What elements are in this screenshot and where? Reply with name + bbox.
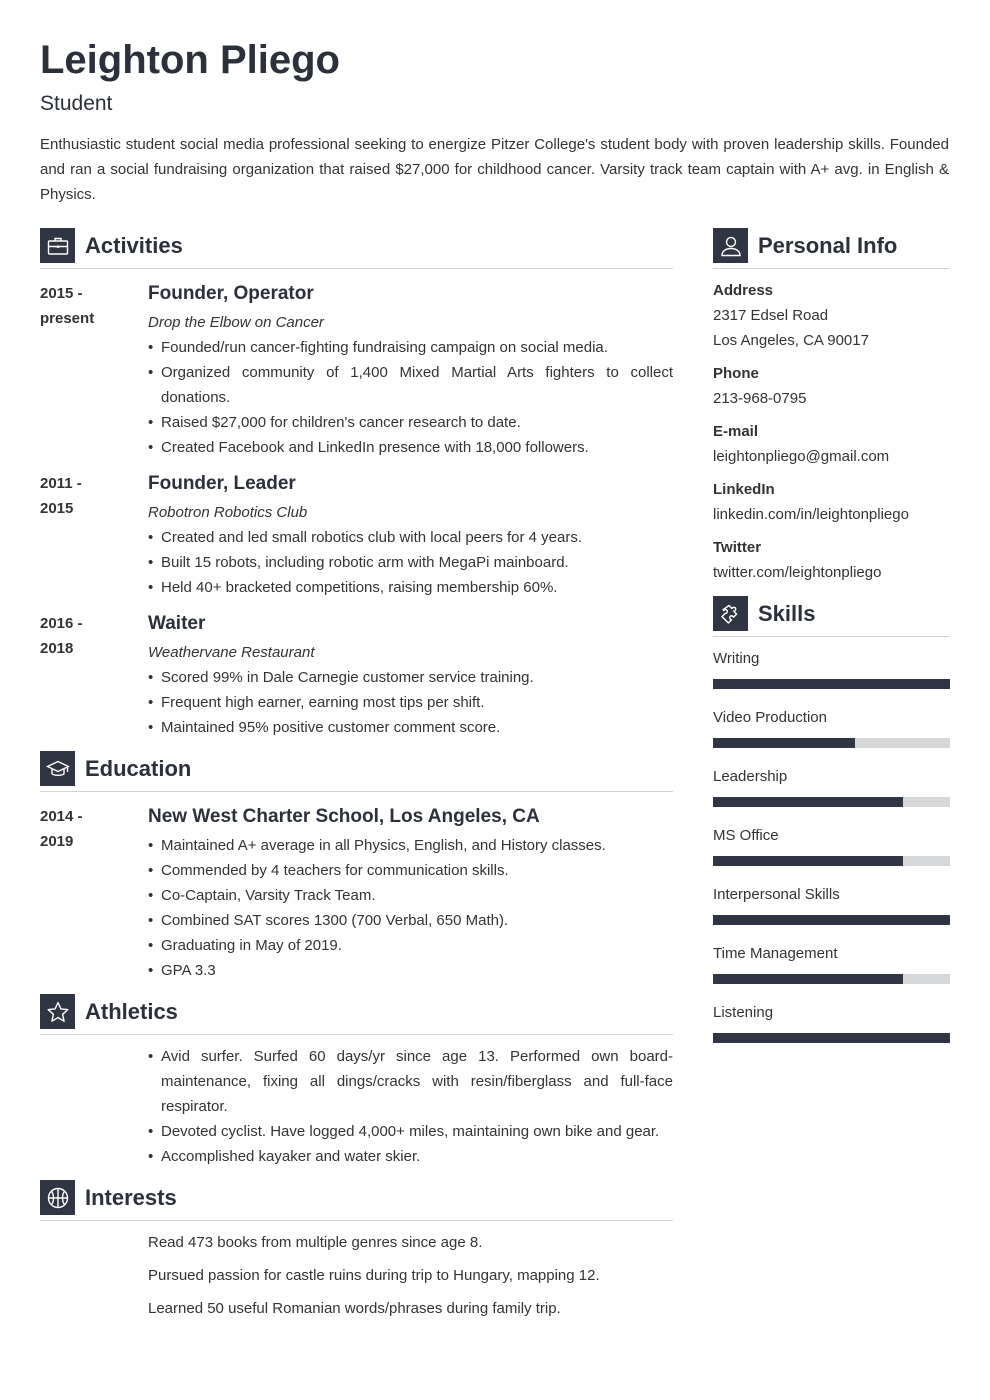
skill-level-bar — [713, 679, 950, 689]
star-icon — [40, 994, 75, 1029]
twitter-value[interactable]: twitter.com/leightonpliego — [713, 564, 882, 581]
skill-name: Time Management — [713, 945, 838, 962]
education-date — [40, 804, 140, 854]
skill-level-bar — [713, 1033, 950, 1043]
date-start: 2014 - — [40, 808, 83, 825]
bullet-item: • Co-Captain, Varsity Track Team. — [148, 883, 673, 908]
bullet-item: • Maintained 95% positive customer comment score. — [148, 715, 673, 740]
skills-section-header — [713, 596, 950, 637]
linkedin-label: LinkedIn — [713, 481, 775, 498]
date-end: present — [40, 310, 95, 327]
bullet-item: • Created and led small robotics club with local peers for 4 years. — [148, 525, 673, 550]
bullet-item: • Founded/run cancer-fighting fundraising campaign on social media. — [148, 335, 673, 360]
address-line2: Los Angeles, CA 90017 — [713, 332, 869, 349]
bullet-item: • GPA 3.3 — [148, 958, 673, 983]
bullet-item: • Avid surfer. Surfed 60 days/yr since age 13. Performed own board-maintenance, fixing all dings/cracks with resin/fiberglass and full-face respirator. — [148, 1044, 673, 1119]
bullet-item: • Accomplished kayaker and water skier. — [148, 1144, 673, 1169]
skill-level-fill — [713, 915, 950, 925]
athletics-bullets — [148, 1044, 673, 1169]
bullet-item: • Raised $27,000 for children's cancer research to date. — [148, 410, 673, 435]
activity-org: Weathervane Restaurant — [148, 644, 315, 661]
bullet-item: • Held 40+ bracketed competitions, raising membership 60%. — [148, 575, 673, 600]
skill-name: Leadership — [713, 768, 788, 785]
email-label: E-mail — [713, 423, 759, 440]
graduation-cap-icon — [40, 751, 75, 786]
activity-org: Drop the Elbow on Cancer — [148, 314, 324, 331]
skill-level-bar — [713, 856, 950, 866]
skill-level-fill — [713, 856, 903, 866]
interest-item: Learned 50 useful Romanian words/phrases during family trip. — [148, 1300, 561, 1317]
email-value[interactable]: leightonpliego@gmail.com — [713, 448, 890, 465]
puzzle-piece-icon — [713, 596, 748, 631]
skill-level-fill — [713, 679, 950, 689]
skill-level-fill — [713, 797, 903, 807]
date-start: 2016 - — [40, 615, 83, 632]
education-title: Education — [85, 756, 192, 781]
school-name: New West Charter School, Los Angeles, CA — [148, 806, 540, 827]
activity-bullets — [148, 525, 673, 600]
activity-date — [40, 471, 140, 521]
summary-paragraph: Enthusiastic student social media professional seeking to energize Pitzer College's student body with proven leadership skills. Founded and ran a social fundraising organization that raised $27,000 for childhood cancer. Varsity track team captain with A+ avg. in English & Physics. — [40, 136, 949, 203]
linkedin-value[interactable]: linkedin.com/in/leightonpliego — [713, 506, 909, 523]
date-end: 2015 — [40, 500, 74, 517]
interest-item: Pursued passion for castle ruins during trip to Hungary, mapping 12. — [148, 1267, 600, 1284]
twitter-label: Twitter — [713, 539, 762, 556]
person-icon — [713, 228, 748, 263]
activity-date — [40, 281, 140, 331]
interest-item: Read 473 books from multiple genres since age 8. — [148, 1234, 483, 1251]
athletics-title: Athletics — [85, 999, 178, 1024]
interests-title: Interests — [85, 1185, 177, 1210]
date-start: 2015 - — [40, 285, 83, 302]
skill-name: Writing — [713, 650, 760, 667]
personal-info-title: Personal Info — [758, 233, 898, 258]
skill-level-bar — [713, 915, 950, 925]
interests-section-header — [40, 1180, 673, 1221]
activity-title: Founder, Operator — [148, 283, 314, 304]
activity-bullets — [148, 335, 673, 460]
briefcase-icon — [40, 228, 75, 263]
activities-title: Activities — [85, 233, 183, 258]
skill-level-fill — [713, 974, 903, 984]
skill-name: Listening — [713, 1004, 774, 1021]
address-label: Address — [713, 282, 774, 299]
skill-level-fill — [713, 1033, 950, 1043]
skill-level-bar — [713, 974, 950, 984]
activity-title: Founder, Leader — [148, 473, 296, 494]
skill-name: MS Office — [713, 827, 779, 844]
bullet-item: • Organized community of 1,400 Mixed Martial Arts fighters to collect donations. — [148, 360, 673, 410]
education-bullets — [148, 833, 673, 983]
bullet-item: • Commended by 4 teachers for communication skills. — [148, 858, 673, 883]
skill-name: Video Production — [713, 709, 827, 726]
phone-label: Phone — [713, 365, 759, 382]
skill-level-bar — [713, 797, 950, 807]
activity-bullets — [148, 665, 673, 740]
personal-info-section-header — [713, 228, 950, 269]
activity-title: Waiter — [148, 613, 206, 634]
education-section-header — [40, 751, 673, 792]
address-line1: 2317 Edsel Road — [713, 307, 829, 324]
candidate-name: Leighton Pliego — [40, 38, 340, 82]
bullet-item: • Built 15 robots, including robotic arm with MegaPi mainboard. — [148, 550, 673, 575]
candidate-role: Student — [40, 92, 113, 115]
bullet-item: • Frequent high earner, earning most tips per shift. — [148, 690, 673, 715]
bullet-item: • Devoted cyclist. Have logged 4,000+ miles, maintaining own bike and gear. — [148, 1119, 673, 1144]
date-end: 2018 — [40, 640, 74, 657]
activities-section-header — [40, 228, 673, 269]
phone-value: 213-968-0795 — [713, 390, 807, 407]
bullet-item: • Scored 99% in Dale Carnegie customer service training. — [148, 665, 673, 690]
skill-level-bar — [713, 738, 950, 748]
activity-date — [40, 611, 140, 661]
skill-name: Interpersonal Skills — [713, 886, 840, 903]
bullet-item: • Graduating in May of 2019. — [148, 933, 673, 958]
skills-title: Skills — [758, 601, 816, 626]
athletics-section-header — [40, 994, 673, 1035]
bullet-item: • Combined SAT scores 1300 (700 Verbal, 650 Math). — [148, 908, 673, 933]
bullet-item: • Maintained A+ average in all Physics, English, and History classes. — [148, 833, 673, 858]
activity-org: Robotron Robotics Club — [148, 504, 308, 521]
bullet-item: • Created Facebook and LinkedIn presence with 18,000 followers. — [148, 435, 673, 460]
skill-level-fill — [713, 738, 855, 748]
date-start: 2011 - — [40, 475, 82, 492]
date-end: 2019 — [40, 833, 74, 850]
basketball-icon — [40, 1180, 75, 1215]
